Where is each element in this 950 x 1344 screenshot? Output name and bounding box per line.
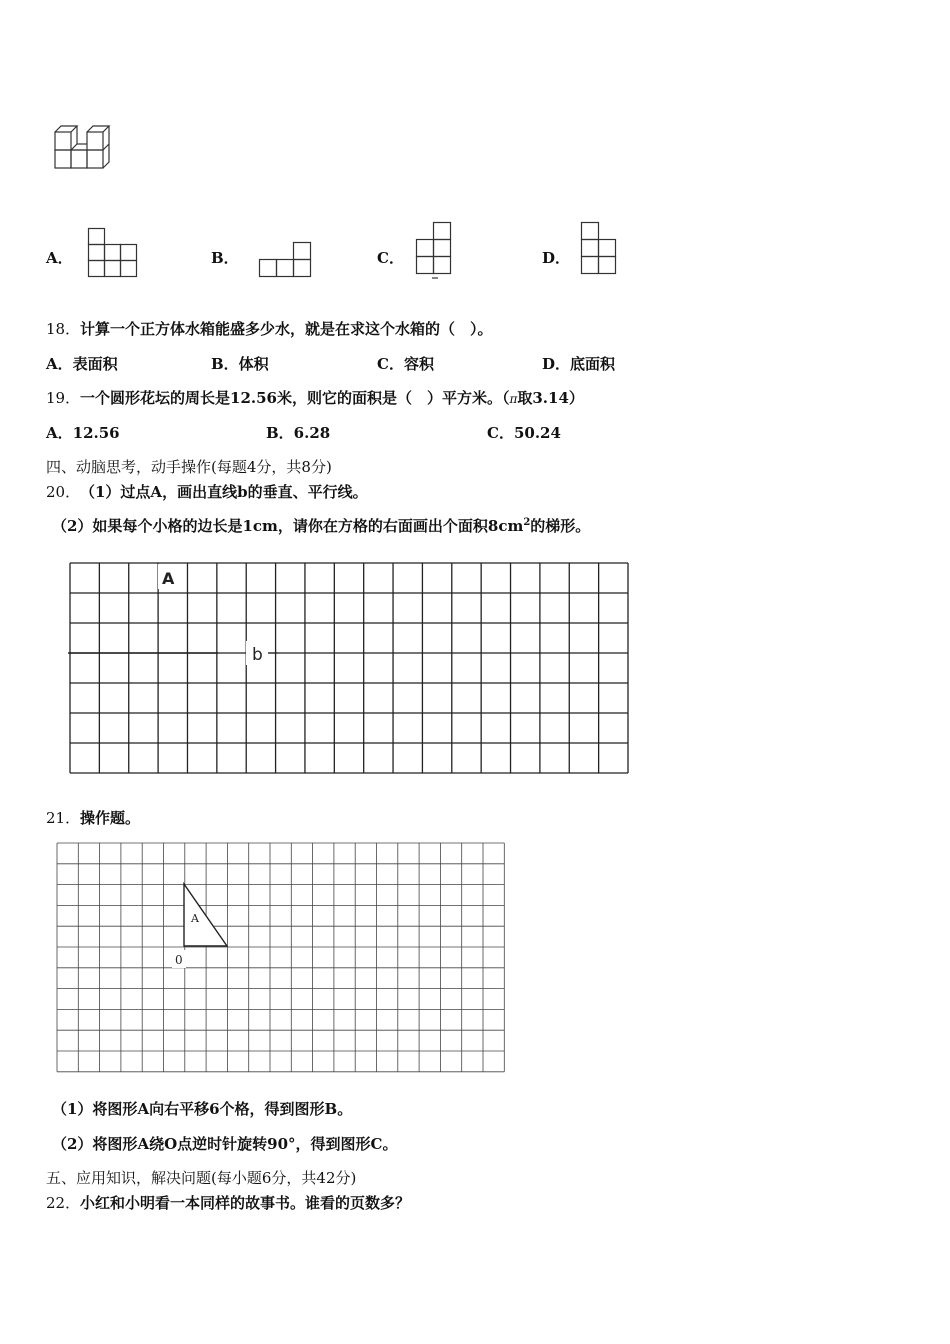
option-a-view-icon	[88, 228, 138, 278]
option-a-label[interactable]: A．	[46, 249, 73, 267]
pi-symbol: π	[509, 392, 518, 406]
q21-drawing-grid[interactable]	[56, 842, 508, 1074]
q21-title: 操作题。	[80, 809, 141, 827]
option-d-label[interactable]: D．	[542, 249, 571, 267]
option-c-view-icon	[416, 222, 452, 280]
q21-part1: （1）将图形A向右平移6个格，得到图形B。	[52, 1100, 353, 1118]
q20-part2-prefix: （2）如果每个小格的边长是1cm，请你在方格的右面画出个面积8cm	[52, 517, 524, 535]
q19-number: 19．	[46, 389, 81, 407]
q18-option-c[interactable]: C．容积	[377, 355, 434, 373]
section-4-heading: 四、动脑思考，动手操作(每题4分，共8分)	[46, 458, 332, 476]
q19-stem-tail: 取3.14）	[517, 389, 584, 407]
q18-option-d[interactable]: D．底面积	[542, 355, 616, 373]
q19-option-b[interactable]: B．6.28	[266, 424, 331, 442]
q19-stem	[80, 388, 584, 409]
q21-number: 21．	[46, 809, 81, 827]
cube-stack-figure	[50, 112, 122, 174]
option-b-label[interactable]: B．	[211, 249, 239, 267]
q19-option-a[interactable]: A．12.56	[46, 424, 120, 442]
option-b-view-icon	[259, 242, 311, 278]
q20-number: 20．	[46, 483, 81, 501]
q18-stem: 计算一个正方体水箱能盛多少水，就是在求这个水箱的（ ）。	[80, 320, 493, 338]
q20-part2-suffix: 的梯形。	[530, 517, 591, 535]
point-a-label: A	[162, 569, 175, 588]
q20-drawing-grid[interactable]	[68, 561, 630, 776]
q22-number: 22．	[46, 1194, 81, 1212]
option-c-label[interactable]: C．	[377, 249, 404, 267]
origin-o-label: 0	[175, 953, 183, 967]
q20-part2-sup: 2	[523, 517, 531, 528]
q19-option-c[interactable]: C．50.24	[487, 424, 561, 442]
line-b-label: b	[252, 645, 263, 665]
q20-part1: （1）过点A，画出直线b的垂直、平行线。	[80, 483, 368, 501]
q22-stem: 小红和小明看一本同样的故事书。谁看的页数多？	[80, 1194, 411, 1212]
q18-option-b[interactable]: B．体积	[211, 355, 269, 373]
q19-stem-main: 一个圆形花坛的周长是12.56米，则它的面积是（ ）平方米。（	[80, 389, 510, 407]
q20-part2	[52, 516, 590, 536]
q21-part2: （2）将图形A绕O点逆时针旋转90°，得到图形C。	[52, 1135, 398, 1153]
section-5-heading: 五、应用知识，解决问题(每小题6分，共42分)	[46, 1169, 357, 1187]
q18-number: 18．	[46, 320, 81, 338]
option-d-view-icon	[581, 222, 617, 276]
shape-a-label: A	[191, 912, 199, 925]
q18-option-a[interactable]: A．表面积	[46, 355, 118, 373]
